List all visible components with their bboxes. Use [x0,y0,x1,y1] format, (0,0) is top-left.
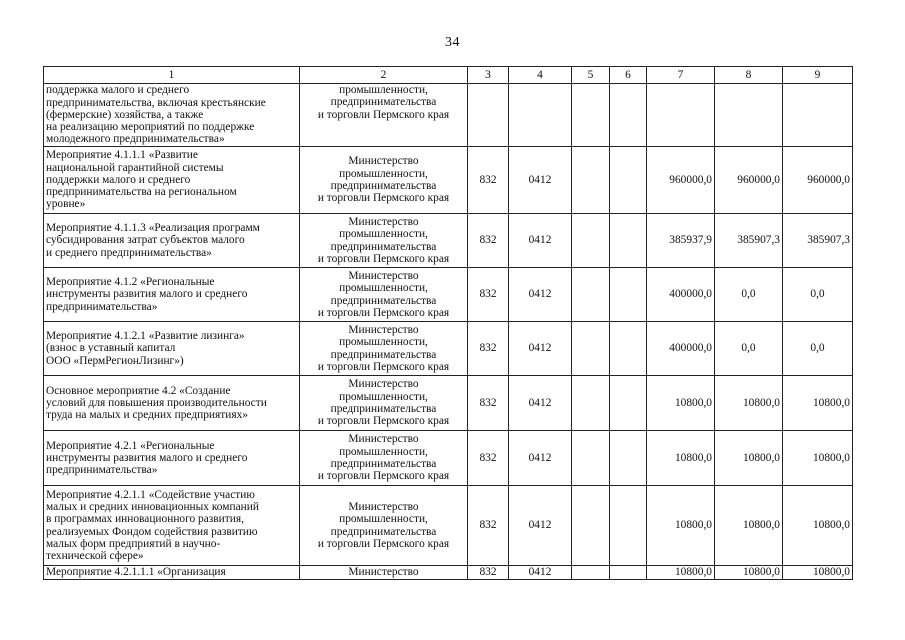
amount-year-3: 10800,0 [783,431,853,486]
page-number: 34 [445,35,460,50]
gov-code: 832 [468,486,509,566]
section-code [509,84,572,147]
table-row [44,431,853,486]
table-row [44,322,853,376]
amount-year-2: 10800,0 [715,376,783,431]
amount-year-3 [783,84,853,147]
amount-year-1: 10800,0 [647,376,715,431]
gov-code: 832 [468,214,509,268]
table-row [44,566,853,580]
column-header-7: 7 [647,67,715,84]
amount-year-1: 385937,9 [647,214,715,268]
target-code [572,147,610,214]
measure-name: Мероприятие 4.2.1 «Региональные инструменты развития малого и среднего предпринимательства» [44,431,300,486]
column-header-8: 8 [715,67,783,84]
section-code: 0412 [509,268,572,322]
amount-year-1: 10800,0 [647,486,715,566]
gov-code: 832 [468,376,509,431]
section-code: 0412 [509,431,572,486]
expense-type [610,268,647,322]
gov-code: 832 [468,322,509,376]
amount-year-3: 10800,0 [783,376,853,431]
gov-code: 832 [468,431,509,486]
target-code [572,84,610,147]
executor-name: промышленности, предпринимательства и торговли Пермского края [300,84,468,147]
amount-year-1: 400000,0 [647,268,715,322]
target-code [572,322,610,376]
amount-year-3: 385907,3 [783,214,853,268]
amount-year-2: 10800,0 [715,566,783,580]
amount-year-3: 0,0 [783,322,853,376]
section-code: 0412 [509,214,572,268]
amount-year-2 [715,84,783,147]
gov-code: 832 [468,566,509,580]
amount-year-3: 10800,0 [783,566,853,580]
target-code [572,431,610,486]
target-code [572,214,610,268]
table-row [44,486,853,566]
measure-name: Мероприятие 4.2.1.1.1 «Организация [44,566,300,580]
column-header-5: 5 [572,67,610,84]
target-code [572,268,610,322]
measure-name: Мероприятие 4.1.1.1 «Развитие национальной гарантийной системы поддержки малого и среднего предпринимательства на региональном уровне» [44,147,300,214]
expense-type [610,322,647,376]
target-code [572,376,610,431]
amount-year-3: 0,0 [783,268,853,322]
target-code [572,566,610,580]
executor-name: Министерство промышленности, предпринимательства и торговли Пермского края [300,268,468,322]
section-code: 0412 [509,566,572,580]
amount-year-2: 0,0 [715,322,783,376]
measure-name: Мероприятие 4.1.1.3 «Реализация программ субсидирования затрат субъектов малого и среднего предпринимательства» [44,214,300,268]
column-header-2: 2 [300,67,468,84]
amount-year-3: 10800,0 [783,486,853,566]
executor-name: Министерство промышленности, предпринимательства и торговли Пермского края [300,147,468,214]
measure-name: Мероприятие 4.1.2 «Региональные инструменты развития малого и среднего предпринимательства» [44,268,300,322]
measure-name: поддержка малого и среднего предпринимательства, включая крестьянские (фермерские) хозяйства, а также на реализацию мероприятий по поддержке молодежного предпринимательства» [44,84,300,147]
column-header-3: 3 [468,67,509,84]
executor-name: Министерство промышленности, предпринимательства и торговли Пермского края [300,486,468,566]
section-code: 0412 [509,322,572,376]
executor-name: Министерство промышленности, предпринимательства и торговли Пермского края [300,376,468,431]
executor-name: Министерство промышленности, предпринимательства и торговли Пермского края [300,431,468,486]
amount-year-2: 385907,3 [715,214,783,268]
gov-code [468,84,509,147]
budget-table [43,66,853,580]
expense-type [610,376,647,431]
table-row [44,84,853,147]
amount-year-1: 10800,0 [647,566,715,580]
gov-code: 832 [468,147,509,214]
measure-name: Основное мероприятие 4.2 «Создание условий для повышения производительности труда на малых и средних предприятиях» [44,376,300,431]
section-code: 0412 [509,147,572,214]
measure-name: Мероприятие 4.1.2.1 «Развитие лизинга» (взнос в уставный капитал ООО «ПермРегионЛизинг») [44,322,300,376]
executor-name: Министерство [300,566,468,580]
expense-type [610,214,647,268]
amount-year-1: 400000,0 [647,322,715,376]
column-header-9: 9 [783,67,853,84]
amount-year-2: 10800,0 [715,431,783,486]
expense-type [610,84,647,147]
gov-code: 832 [468,268,509,322]
executor-name: Министерство промышленности, предпринимательства и торговли Пермского края [300,322,468,376]
measure-name: Мероприятие 4.2.1.1 «Содействие участию малых и средних инновационных компаний в программах инновационного развития, реализуемых Фондом содействия развитию малых форм предприятий в научно- технической сфере» [44,486,300,566]
column-header-6: 6 [610,67,647,84]
expense-type [610,431,647,486]
column-header-1: 1 [44,67,300,84]
target-code [572,486,610,566]
table-row [44,376,853,431]
amount-year-2: 0,0 [715,268,783,322]
amount-year-3: 960000,0 [783,147,853,214]
table-row [44,214,853,268]
expense-type [610,147,647,214]
amount-year-1: 960000,0 [647,147,715,214]
expense-type [610,566,647,580]
table-row [44,268,853,322]
executor-name: Министерство промышленности, предпринимательства и торговли Пермского края [300,214,468,268]
amount-year-2: 10800,0 [715,486,783,566]
expense-type [610,486,647,566]
amount-year-2: 960000,0 [715,147,783,214]
column-header-4: 4 [509,67,572,84]
section-code: 0412 [509,486,572,566]
table-row [44,147,853,214]
amount-year-1 [647,84,715,147]
section-code: 0412 [509,376,572,431]
amount-year-1: 10800,0 [647,431,715,486]
column-number-row [44,67,853,84]
